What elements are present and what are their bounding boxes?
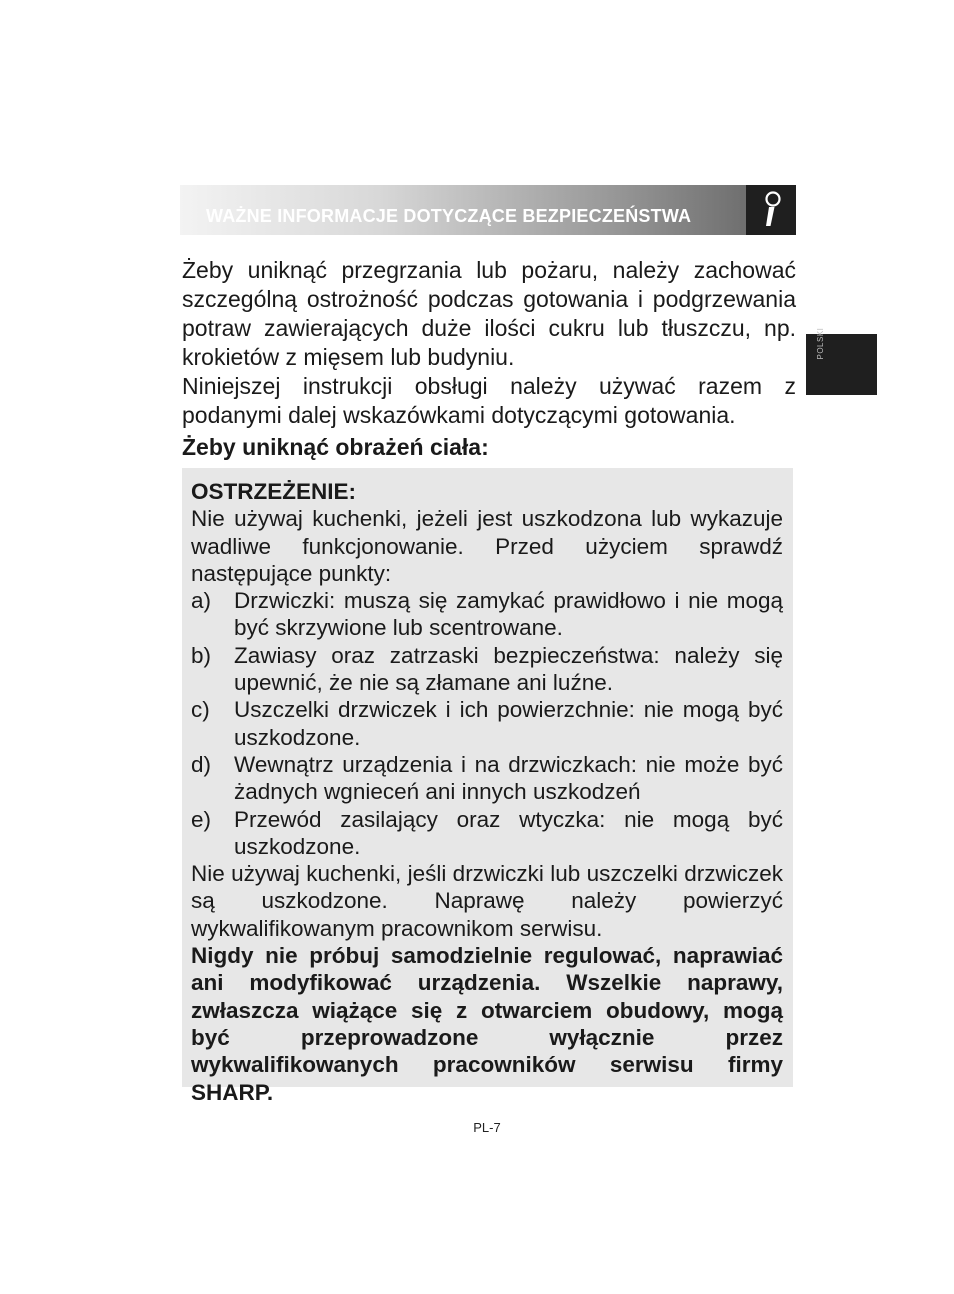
- item-letter: e): [191, 806, 212, 832]
- section-title: WAŻNE INFORMACJE DOTYCZĄCE BEZPIECZEŃSTWA: [206, 206, 692, 226]
- injury-heading: Żeby uniknąć obrażeń ciała:: [182, 434, 489, 460]
- check-list: [191, 587, 783, 860]
- header-icon-box: [746, 185, 796, 235]
- item-text: Przewód zasilający oraz wtyczka: nie mogą być uszkodzone.: [234, 806, 783, 859]
- list-item: [191, 587, 783, 642]
- list-item: [191, 751, 783, 806]
- item-letter: d): [191, 751, 212, 777]
- item-text: Wewnątrz urządzenia i na drzwiczkach: nie może być żadnych wgnieceń ani innych uszkodzeń: [234, 751, 783, 805]
- exclamation-info-icon: [760, 190, 782, 230]
- intro-paragraph: Niniejszej instrukcji obsługi należy używać razem z podanymi dalej wskazówkami dotyczącymi gotowania.: [182, 373, 796, 428]
- intro-paragraph: Żeby uniknąć przegrzania lub pożaru, należy zachować szczególną ostrożność podczas gotowania i podgrzewania potraw zawierających duże ilości cukru lub tłuszczu, np. krokietów z mięsem lub budyniu.: [182, 257, 796, 370]
- bold-notice: Nigdy nie próbuj samodzielnie regulować, naprawiać ani modyfikować urządzenia. Wszelkie naprawy, zwłaszcza wiążące się z otwarciem obudowy, mogą być przeprowadzone wyłącznie przez wykwalifikowanych pracowników serwisu firmy SHARP.: [191, 943, 783, 1105]
- warning-intro: Nie używaj kuchenki, jeżeli jest uszkodzona lub wykazuje wadliwe funkcjonowanie. Przed użyciem sprawdź następujące punkty:: [191, 506, 783, 586]
- item-text: Uszczelki drzwiczek i ich powierzchnie: nie mogą być uszkodzone.: [234, 697, 783, 750]
- list-item: [191, 642, 783, 697]
- section-header-bar: [180, 185, 746, 235]
- item-text: Drzwiczki: muszą się zamykać prawidłowo i nie mogą być skrzywione lub scentrowane.: [234, 588, 783, 641]
- item-letter: a): [191, 588, 212, 614]
- list-item: [191, 696, 783, 751]
- warning-after: Nie używaj kuchenki, jeśli drzwiczki lub uszczelki drzwiczek są uszkodzone. Naprawę należy powierzyć wykwalifikowanym pracownikom serwisu.: [191, 861, 783, 941]
- warning-title: OSTRZEŻENIE:: [191, 479, 357, 504]
- item-text: Zawiasy oraz zatrzaski bezpieczeństwa: należy się upewnić, że nie są złamane ani luźne.: [234, 642, 783, 696]
- item-letter: b): [191, 642, 212, 668]
- list-item: [191, 806, 783, 861]
- page-number: PL-7: [473, 1120, 501, 1135]
- intro-text: [182, 256, 796, 430]
- item-letter: c): [191, 697, 210, 723]
- language-label: POLSKI: [816, 327, 825, 360]
- language-tab: [806, 327, 877, 395]
- warning-box: [182, 468, 793, 1105]
